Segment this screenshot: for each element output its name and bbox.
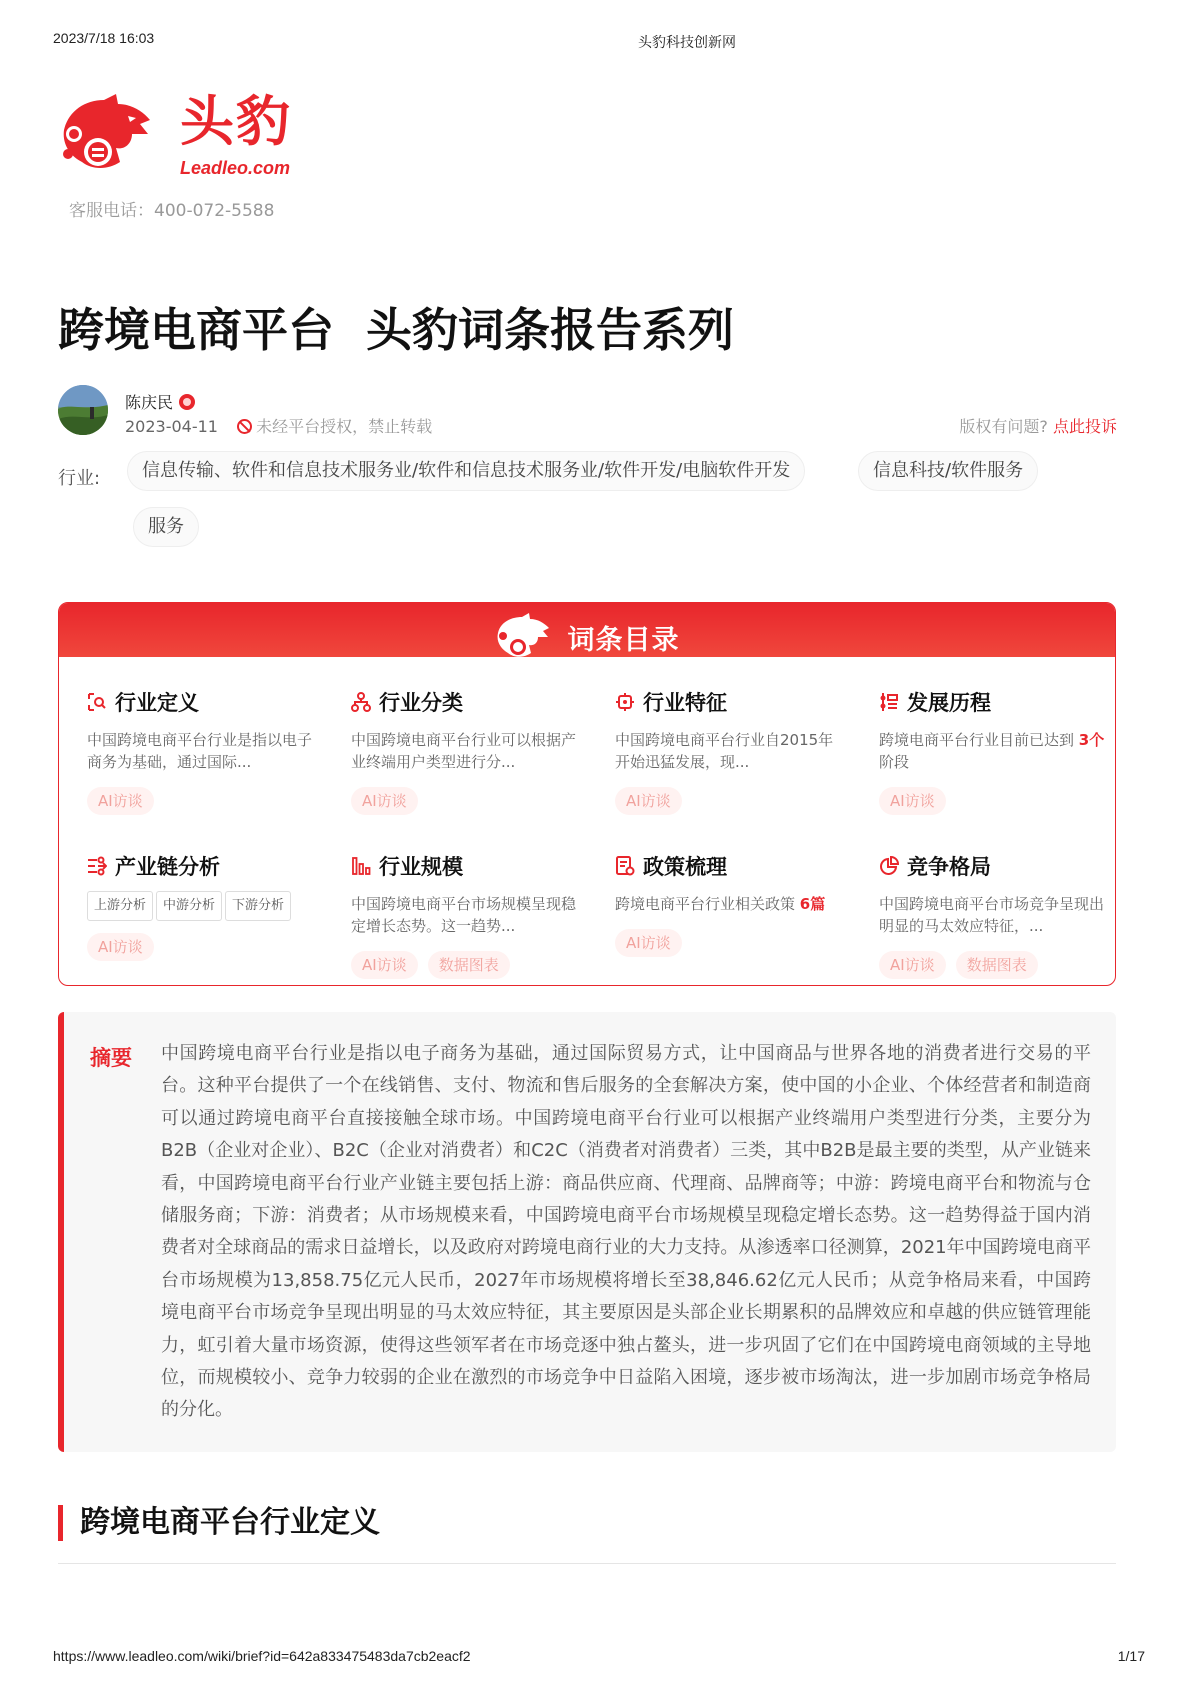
toc-item-desc-text: 跨境电商平台行业目前已达到 [879, 731, 1079, 749]
midstream-analysis-tag[interactable]: 中游分析 [156, 891, 222, 921]
summary-block [58, 1012, 1116, 1452]
toc-header [59, 603, 1115, 657]
copyright-line [959, 414, 1117, 437]
print-page-number: 1/17 [1117, 1648, 1145, 1664]
repost-notice-text: 未经平台授权，禁止转载 [256, 417, 433, 436]
chain-flow-icon [87, 856, 107, 876]
toc-item-desc [615, 893, 845, 915]
hierarchy-icon [351, 692, 371, 712]
page-title-series: 头豹词条报告系列 [366, 303, 734, 357]
toc-item-desc: 中国跨境电商平台行业可以根据产业终端用户类型进行分... [351, 731, 577, 771]
summary-text: 中国跨境电商平台行业是指以电子商务为基础，通过国际贸易方式，让中国商品与世界各地的消费者进行交易的平台。这种平台提供了一个在线销售、支付、物流和售后服务的全套解决方案，使中国的小企业、个体经营者和制造商可以通过跨境电商平台直接接触全球市场。中国跨境电商平台行业可以根据产业终端用户类型进行分类，主要分为B2B（企业对企业）、B2C（企业对消费者）和C2C（消费者对消费者）三类，其中B2B是最主要的类型，从产业链来看，中国跨境电商平台行业产业链主要包括上游：商品供应商、代理商、品牌商等；中游：跨境电商平台和物流与仓储服务商；下游：消费者；从市场规模来看，中国跨境电商平台市场规模呈现稳定增长态势。这一趋势得益于国内消费者对全球商品的需求日益增长，以及政府对跨境电商行业的大力支持。从渗透率口径测算，2021年中国跨境电商平台市场规模为13,858.75亿元人民币，2027年市场规模将增长至38,846.62亿元人民币；从竞争格局来看，中国跨境电商平台市场竞争呈现出明显的马太效应特征，其主要原因是头部企业长期累积的品牌效应和卓越的供应链管理能力，虹引着大量市场资源，使得这些领军者在市场竞逐中独占鳌头，进一步巩固了它们在中国跨境电商领域的主导地位，而规模较小、竞争力较弱的企业在激烈的市场竞争中日益陷入困境，逐步被市场淘汰，进一步加剧市场竞争格局的分化。 [161, 1043, 1091, 1421]
section-divider [58, 1563, 1116, 1564]
toc-item-features[interactable] [615, 687, 845, 815]
toc-item-desc: 中国跨境电商平台市场规模呈现稳定增长态势。这一趋势... [351, 895, 577, 935]
article-meta [125, 414, 432, 437]
summary-label: 摘要 [90, 1046, 132, 1070]
section-heading: 跨境电商平台行业定义 [58, 1505, 380, 1541]
print-datetime: 2023/7/18 16:03 [53, 30, 155, 46]
data-chart-button[interactable]: 数据图表 [428, 951, 510, 979]
service-hotline: 客服电话：400-072-5588 [69, 201, 275, 221]
gear-feature-icon [615, 692, 635, 712]
toc-item-desc-text: 阶段 [879, 753, 910, 771]
author-avatar[interactable] [58, 385, 108, 435]
toc-item-title: 产业链分析 [115, 855, 220, 879]
brand-logo[interactable] [58, 90, 298, 190]
toc-item-title: 行业特征 [643, 691, 727, 715]
toc-item-industry-chain[interactable] [87, 851, 317, 961]
downstream-analysis-tag[interactable]: 下游分析 [225, 891, 291, 921]
page-title-main: 跨境电商平台 [58, 303, 334, 357]
repost-notice [237, 414, 432, 437]
ai-interview-button[interactable]: AI访谈 [351, 787, 418, 815]
toc-item-title: 行业规模 [379, 855, 463, 879]
toc-item-desc [879, 729, 1109, 773]
verified-badge-icon [179, 394, 195, 410]
author-name[interactable]: 陈庆民 [125, 393, 174, 412]
toc-item-policy[interactable] [615, 851, 845, 957]
toc-item-competition[interactable] [879, 851, 1109, 979]
brand-name-cn: 头豹 [180, 90, 292, 153]
ai-interview-button[interactable]: AI访谈 [87, 933, 154, 961]
toc-item-title: 政策梳理 [643, 855, 727, 879]
ai-interview-button[interactable]: AI访谈 [351, 951, 418, 979]
print-site-title: 头豹科技创新网 [638, 35, 736, 51]
data-chart-button[interactable]: 数据图表 [956, 951, 1038, 979]
copyright-question: 版权有问题? [959, 417, 1048, 436]
toc-item-title: 行业分类 [379, 691, 463, 715]
ai-interview-button[interactable]: AI访谈 [879, 951, 946, 979]
toc-title: 词条目录 [567, 624, 680, 656]
entry-toc-card [58, 602, 1116, 986]
toc-item-desc: 中国跨境电商平台行业是指以电子商务为基础，通过国际... [87, 731, 313, 771]
industry-tag[interactable]: 信息传输、软件和信息技术服务业/软件和信息技术服务业/软件开发/电脑软件开发 [127, 451, 805, 491]
stage-count: 3个 [1078, 731, 1105, 749]
toc-item-desc-text: 跨境电商平台行业相关政策 [615, 895, 800, 913]
timeline-icon [879, 692, 899, 712]
toc-item-definition[interactable] [87, 687, 317, 815]
toc-item-title: 发展历程 [907, 691, 991, 715]
brand-name-en: Leadleo.com [180, 158, 291, 178]
ai-interview-button[interactable]: AI访谈 [615, 787, 682, 815]
toc-item-desc: 中国跨境电商平台市场竞争呈现出明显的马太效应特征，... [879, 895, 1105, 935]
upstream-analysis-tag[interactable]: 上游分析 [87, 891, 153, 921]
publish-date: 2023-04-11 [125, 417, 218, 436]
pie-chart-icon [879, 856, 899, 876]
ai-interview-button[interactable]: AI访谈 [615, 929, 682, 957]
ai-interview-button[interactable]: AI访谈 [87, 787, 154, 815]
toc-item-history[interactable] [879, 687, 1109, 815]
ai-interview-button[interactable]: AI访谈 [879, 787, 946, 815]
industry-tag[interactable]: 服务 [133, 507, 199, 547]
search-definition-icon [87, 692, 107, 712]
leopard-logo-icon [58, 90, 158, 184]
industry-label: 行业: [58, 468, 101, 489]
landscape-avatar-icon [58, 385, 108, 435]
industry-tag[interactable]: 信息科技/软件服务 [858, 451, 1038, 491]
toc-item-title: 行业定义 [115, 691, 199, 715]
toc-item-market-size[interactable] [351, 851, 581, 979]
report-link[interactable]: 点此投诉 [1052, 417, 1117, 436]
toc-item-classification[interactable] [351, 687, 581, 815]
policy-count: 6篇 [799, 895, 826, 913]
forbid-icon [237, 419, 252, 434]
leopard-logo-icon [494, 611, 554, 663]
print-url: https://www.leadleo.com/wiki/brief?id=642a833475483da7cb2eacf2 [53, 1648, 471, 1664]
toc-item-title: 竞争格局 [907, 855, 991, 879]
toc-item-desc: 中国跨境电商平台行业自2015年开始迅猛发展，现... [615, 731, 834, 771]
policy-document-icon [615, 856, 635, 876]
page-title [58, 294, 734, 360]
author-line [125, 390, 195, 413]
bar-chart-icon [351, 856, 371, 876]
